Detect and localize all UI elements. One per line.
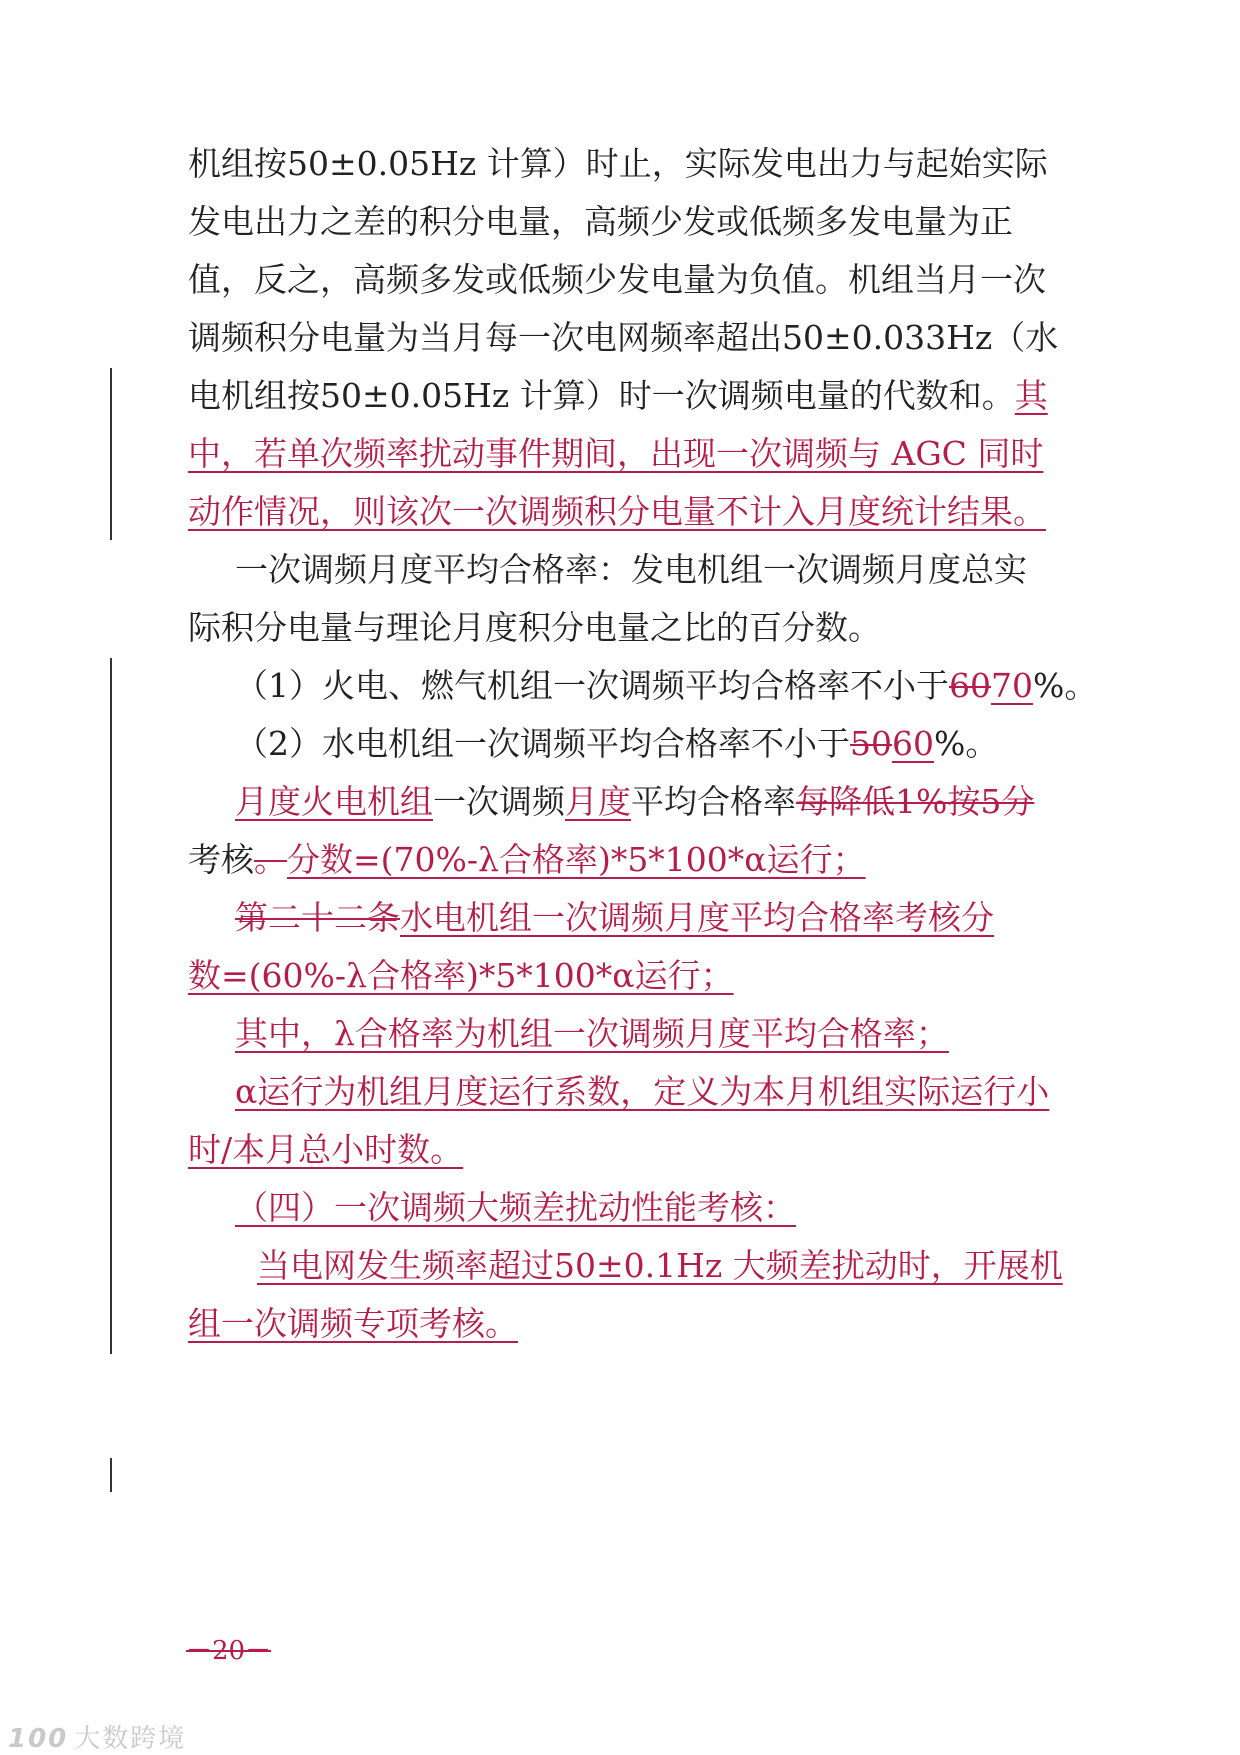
paragraph-line: 调频积分电量为当月每一次电网频率超出50±0.033Hz（水 [188,318,1059,357]
paragraph-line [235,896,1115,940]
paragraph-line: 发电出力之差的积分电量，高频少发或低频多发电量为正 [188,202,1013,241]
inserted-text: α运行为机组月度运行系数，定义为本月机组实际运行小 [235,1072,1050,1111]
deleted-text: 每降低1%按5分 [796,782,1035,821]
paragraph-line: 值，反之，高频多发或低频少发电量为负值。机组当月一次 [188,260,1046,299]
change-bar [110,1458,112,1492]
change-bar [110,658,112,1354]
paragraph-line [188,490,1068,534]
list-item: （1）火电、燃气机组一次调频平均合格率不小于6070%。 [235,666,1098,705]
paragraph-line [188,1128,1068,1172]
inserted-text: 中，若单次频率扰动事件期间，出现一次调频与 AGC 同时 [188,434,1044,473]
inserted-text: 当电网发生频率超过50±0.1Hz 大频差扰动时，开展机 [257,1246,1063,1285]
inserted-text: 70 [991,666,1033,705]
inserted-text: 60 [892,724,934,763]
deleted-text: 第二十二条 [235,898,400,937]
paragraph-line [188,432,1068,476]
deleted-text: 60 [949,666,991,705]
inserted-text: 动作情况，则该次一次调频积分电量不计入月度统计结果。 [188,492,1046,531]
inserted-text: （四）一次调频大频差扰动性能考核： [235,1188,796,1227]
watermark [8,1718,186,1755]
inserted-text: 其 [1014,376,1048,415]
paragraph-line [257,1244,1137,1288]
inserted-text: 组一次调频专项考核。 [188,1304,518,1343]
paragraph-line: 月度火电机组一次调频月度平均合格率每降低1%按5分 [235,782,1035,821]
inserted-text: 月度火电机组 [235,782,433,821]
paragraph-line [188,1302,1068,1346]
watermark-logo: 100 [8,1724,69,1754]
paragraph-line: 机组按50±0.05Hz 计算）时止，实际发电出力与起始实际 [188,144,1048,183]
inserted-text: 数=(60%-λ合格率)*5*100*α运行； [188,956,734,995]
change-bar [110,368,112,540]
deleted-text: 50 [850,724,892,763]
paragraph-line [235,1070,1115,1114]
inserted-text: 水电机组一次调频月度平均合格率考核分 [400,898,994,937]
paragraph-line: 一次调频月度平均合格率：发电机组一次调频月度总实 [235,550,1027,589]
deleted-text: 。 [254,840,287,879]
watermark-text: 大数跨境 [74,1724,187,1754]
inserted-text: 分数=(70%-λ合格率)*5*100*α运行； [287,840,866,879]
paragraph-line: 考核。分数=(70%-λ合格率)*5*100*α运行； [188,840,866,879]
inserted-text: 时/本月总小时数。 [188,1130,464,1169]
paragraph-line: 电机组按50±0.05Hz 计算）时一次调频电量的代数和。其 [188,376,1048,415]
page-number: －20－ [186,1636,272,1666]
paragraph-line: 际积分电量与理论月度积分电量之比的百分数。 [188,608,881,647]
inserted-text: 月度 [565,782,631,821]
list-item: （2）水电机组一次调频平均合格率不小于5060%。 [235,724,999,763]
paragraph-line [235,1012,1115,1056]
paragraph-line [188,954,1068,998]
inserted-text: 其中，λ合格率为机组一次调频月度平均合格率； [235,1014,949,1053]
section-heading [235,1186,1115,1230]
